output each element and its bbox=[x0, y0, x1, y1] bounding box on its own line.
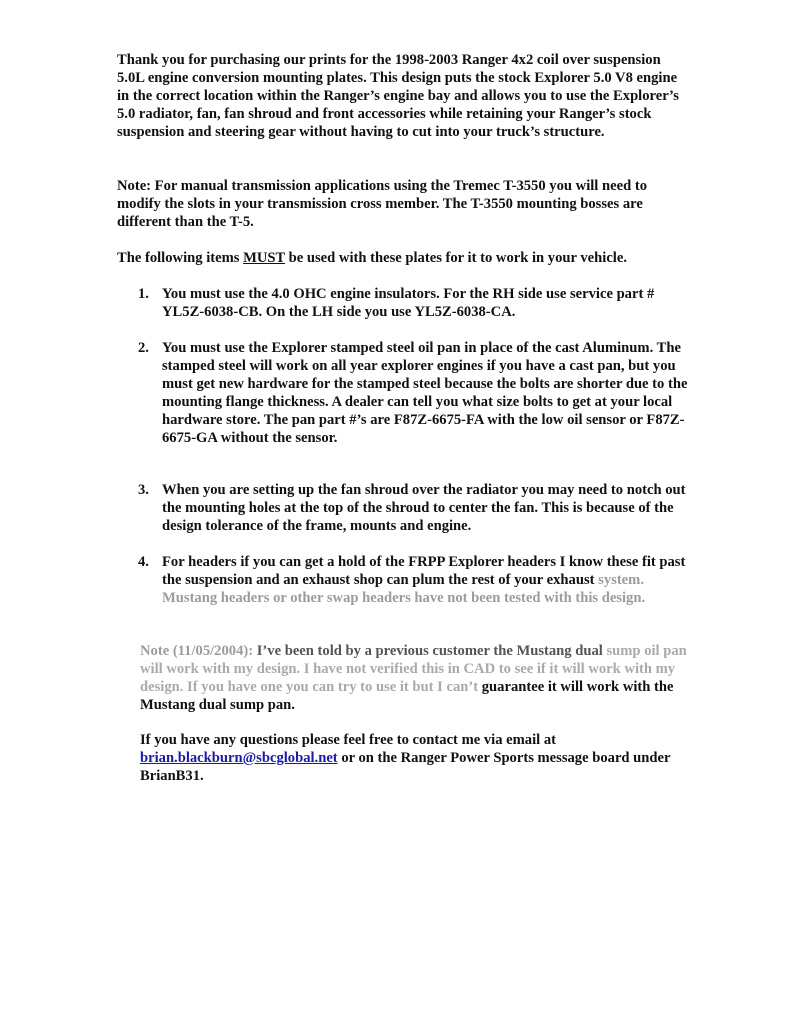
list-item-text: When you are setting up the fan shroud over the radiator you may need to notch out the mounting holes at the top of the shroud to center the fan. This is because of the design tolerance of the frame, mounts and engine. bbox=[162, 482, 686, 534]
list-item-text: You must use the 4.0 OHC engine insulators. For the RH side use service part # YL5Z-6038-CB. On the LH side you use YL5Z-6038-CA. bbox=[162, 286, 655, 320]
contact-before: If you have any questions please feel free to contact me via email at bbox=[140, 732, 556, 748]
list-item-text bbox=[162, 553, 698, 607]
list-item-text: You must use the Explorer stamped steel oil pan in place of the cast Aluminum. The stamped steel will work on all year explorer engines if you have a cast pan, but you must get new hardware for the stamped steel because the bolts are shorter due to the mounting flange thickness. A dealer can tell you what size bolts to get at your local hardware store. The pan part #’s are F87Z-6675-FA with the low oil sensor or F87Z-6675-GA without the sensor. bbox=[162, 340, 688, 446]
list-item-number: 1. bbox=[138, 286, 149, 302]
list-item-text-faded: system. Mustang headers or other swap headers have not been tested with this design. bbox=[162, 572, 646, 606]
transmission-note: Note: For manual transmission applications using the Tremec T-3550 you will need to modify the slots in your transmission cross member. The T-3550 mounting bosses are different than the T-5. bbox=[117, 178, 648, 230]
contact-after: or on the Ranger Power Sports message board under BrianB31. bbox=[140, 750, 671, 784]
list-item-number: 2. bbox=[138, 340, 149, 356]
update-note-text-dark: guarantee it will work with the Mustang dual sump pan. bbox=[140, 679, 674, 713]
update-note bbox=[140, 642, 695, 714]
email-link[interactable]: brian.blackburn@sbcglobal.net bbox=[140, 750, 338, 766]
update-note-label: Note (11/05/2004): bbox=[140, 643, 254, 659]
requirements-lead-before: The following items bbox=[117, 250, 244, 266]
requirements-lead-after: be used with these plates for it to work in your vehicle. bbox=[284, 250, 627, 266]
intro-paragraph: Thank you for purchasing our prints for the 1998-2003 Ranger 4x2 coil over suspension 5.0L engine conversion mounting plates. This design puts the stock Explorer 5.0 V8 engine in the correct location within the Ranger’s engine bay and allows you to use the Explorer’s 5.0 radiator, fan, fan shroud and front accessories while retaining your Ranger’s stock suspension and steering gear without having to cut into your truck’s structure. bbox=[117, 52, 679, 140]
list-item-number: 4. bbox=[138, 554, 149, 570]
update-note-text-faded: sump oil pan will work with my design. I have not verified this in CAD to see if it will work with my design. If you have one you can try to use it but I can’t bbox=[140, 643, 687, 695]
contact-paragraph bbox=[140, 731, 695, 785]
list-item-number: 3. bbox=[138, 482, 149, 498]
must-emphasis: MUST bbox=[243, 250, 285, 266]
requirements-lead bbox=[117, 249, 687, 267]
update-note-text-mid: I’ve been told by a previous customer the Mustang dual bbox=[253, 643, 603, 659]
list-item-text-dark: For headers if you can get a hold of the FRPP Explorer headers I know these fit past the suspension and an exhaust shop can plum the rest of your exhaust bbox=[162, 554, 686, 588]
